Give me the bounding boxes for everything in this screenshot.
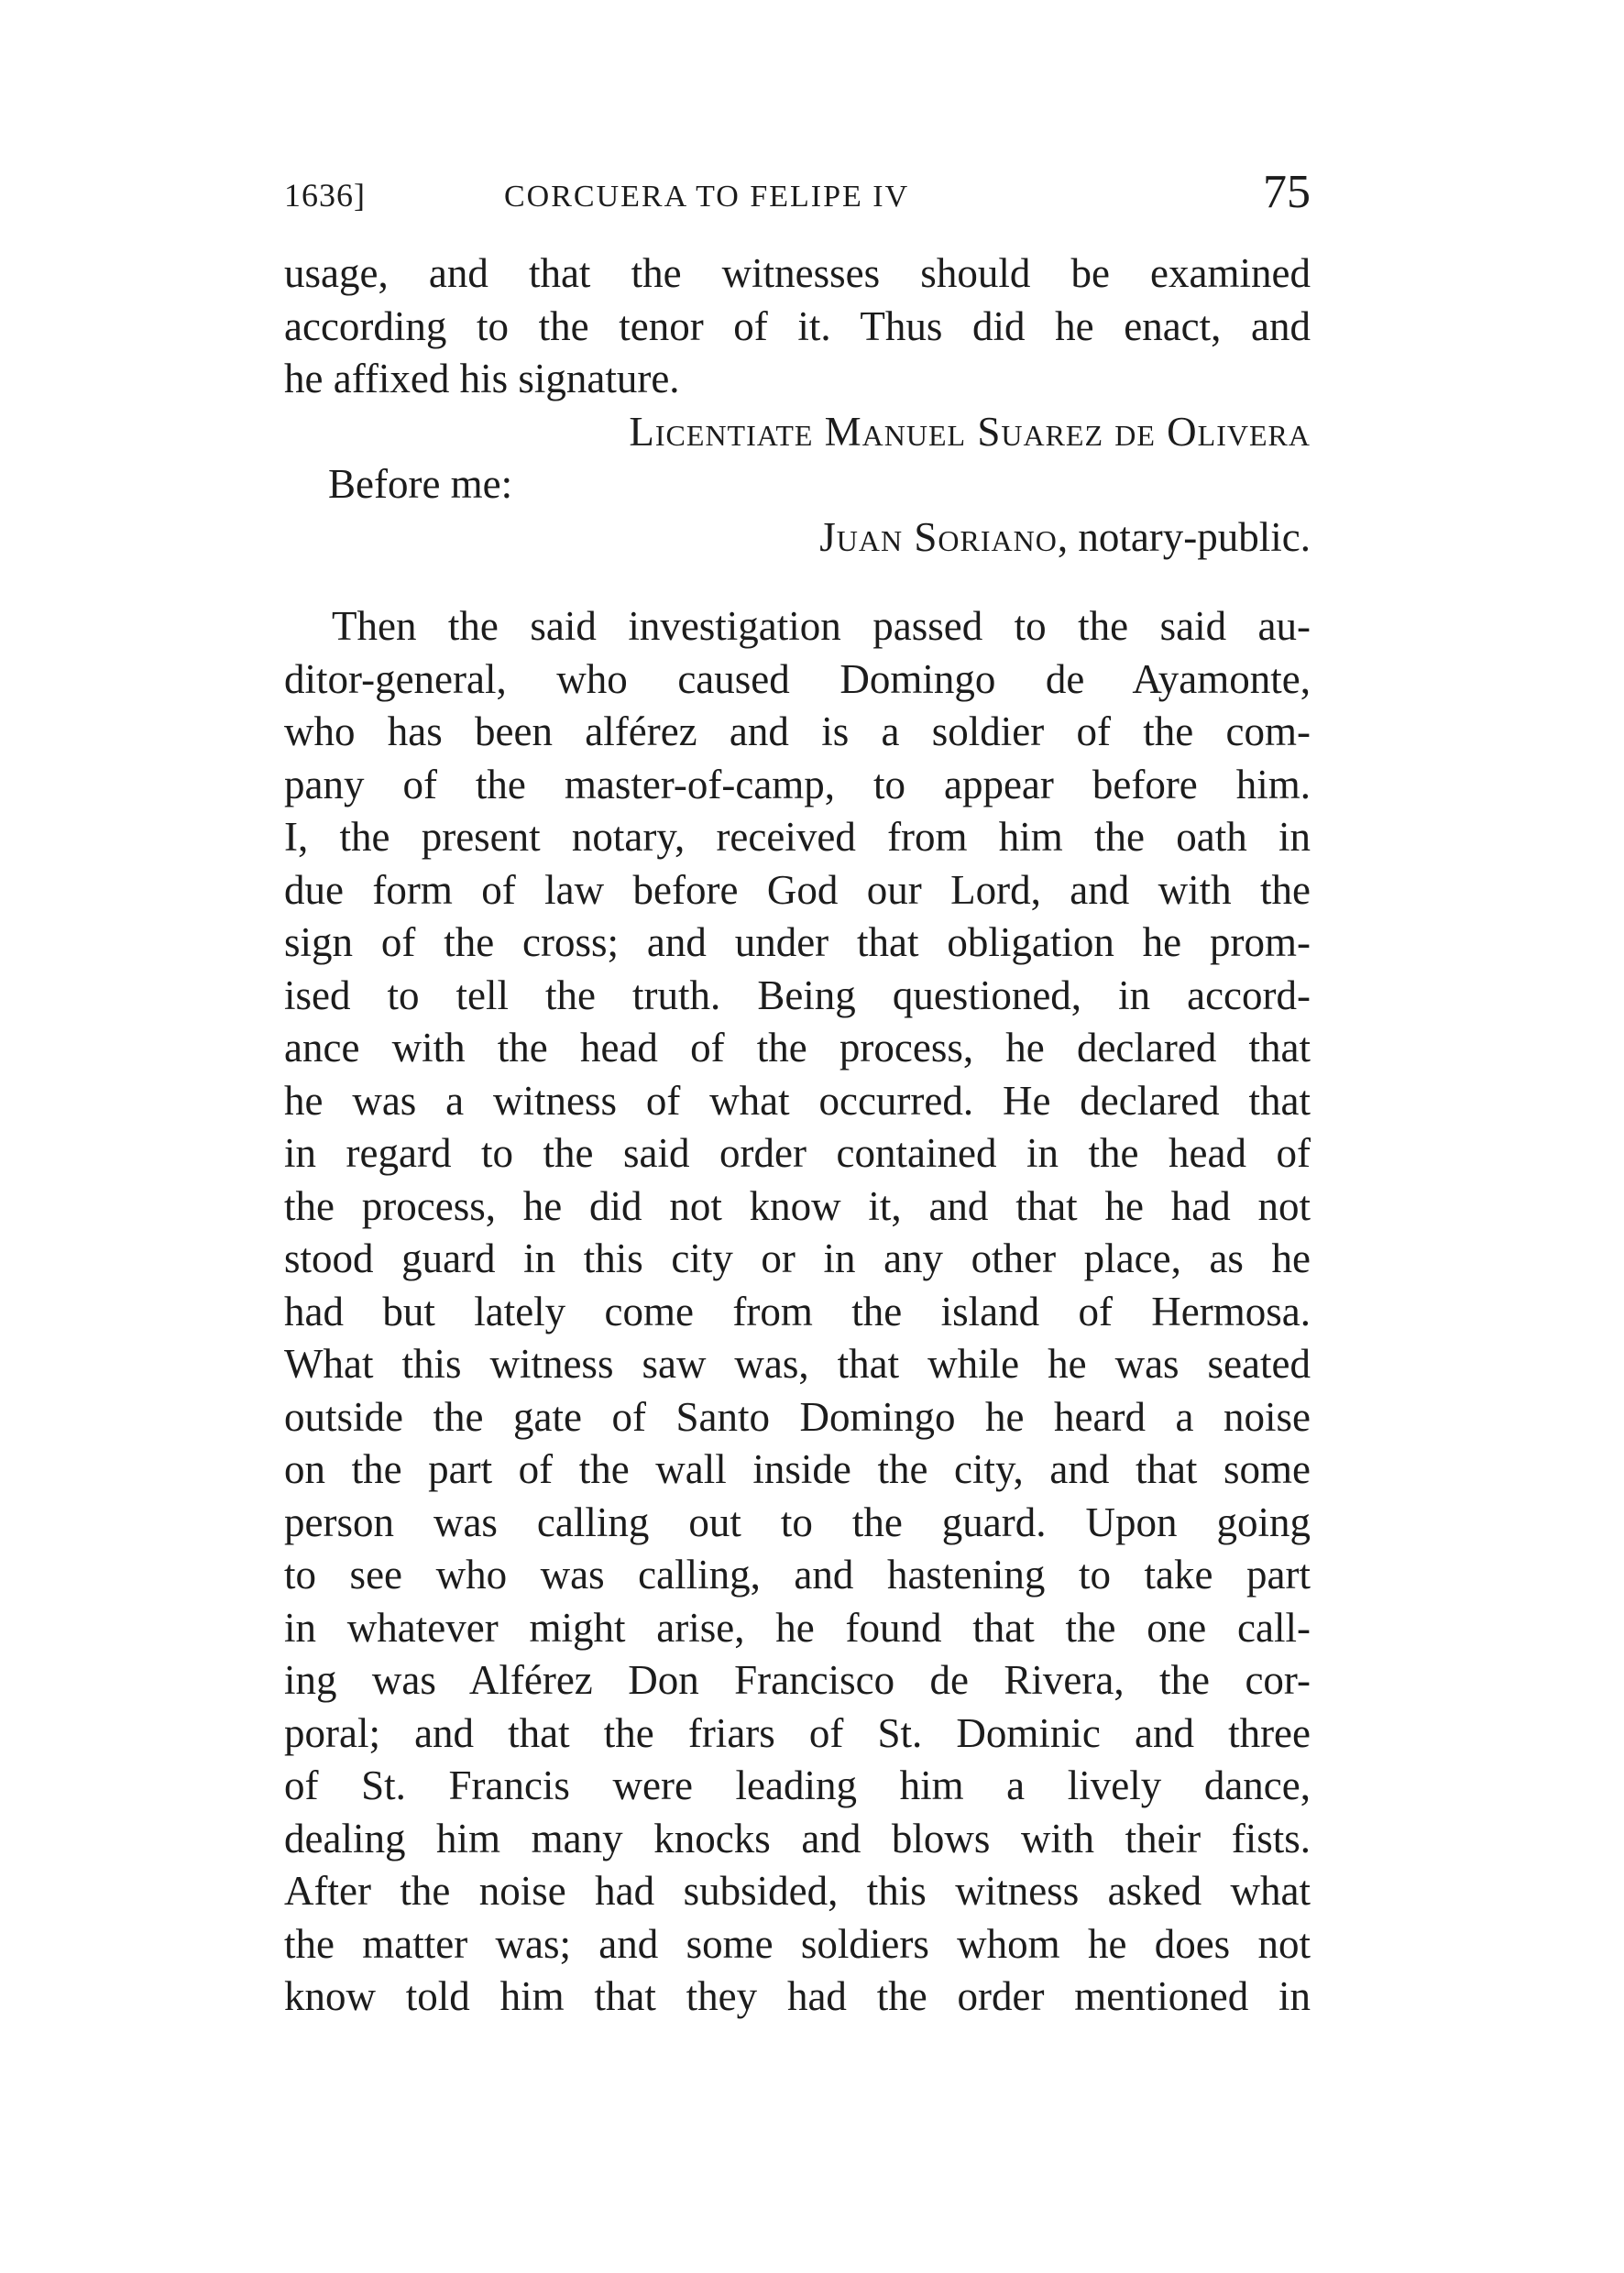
text-line: stood guard in this city or in any other place, as he [284,1235,1311,1281]
text-line: sign of the cross; and under that obligation he prom- [284,919,1311,965]
text-line: ing was Alférez Don Francisco de Rivera, the cor- [284,1657,1311,1703]
text-line: dealing him many knocks and blows with their fists. [284,1815,1311,1861]
text-line: on the part of the wall inside the city, and that some [284,1446,1311,1492]
text-line: the process, he did not know it, and that he had not [284,1182,1311,1229]
notary-signature [284,511,1311,565]
before-me-label: Before me: [328,461,513,507]
text-line: the matter was; and some soldiers whom he does not [284,1920,1311,1967]
header-title: CORCUERA TO FELIPE IV [504,180,910,214]
notary-title: , notary-public. [1057,513,1311,560]
running-header [284,165,1311,229]
text-line: Then the said investigation passed to the said au- [332,603,1311,649]
text-line: ised to tell the truth. Being questioned, in accord- [284,972,1311,1018]
paragraph-gap [284,564,1311,600]
text-line: in whatever might arise, he found that the one call- [284,1604,1311,1651]
body-text [284,247,1311,2024]
text-line: to see who was calling, and hastening to take part [284,1552,1311,1598]
header-year: 1636] [284,177,366,214]
text-line: know told him that they had the order mentioned in [284,1973,1311,2019]
text-line: in regard to the said order contained in the head of [284,1130,1311,1176]
text-line: person was calling out to the guard. Upon going [284,1499,1311,1545]
notary-name: Juan Soriano [819,513,1058,560]
text-line: I, the present notary, received from him the oath in [284,814,1311,860]
text-line: ditor-general, who caused Domingo de Ayamonte, [284,655,1311,702]
text-line: outside the gate of Santo Domingo he heard a noise [284,1393,1311,1440]
text-line: had but lately come from the island of Hermosa. [284,1288,1311,1334]
signatory-name: Licentiate Manuel Suarez de Olivera [629,408,1311,455]
text-line: who has been alférez and is a soldier of the com- [284,708,1311,754]
text-line: pany of the master-of-camp, to appear before him. [284,761,1311,807]
text-line: of St. Francis were leading him a lively dance, [284,1762,1311,1808]
text-line: according to the tenor of it. Thus did he enact, and [284,302,1311,349]
text-line: After the noise had subsided, this witness asked what [284,1868,1311,1914]
page-number: 75 [1263,166,1311,218]
text-line: usage, and that the witnesses should be examined [284,250,1311,296]
text-line: he was a witness of what occurred. He declared that [284,1077,1311,1124]
text-line: poral; and that the friars of St. Dominic and three [284,1709,1311,1756]
text-line: he affixed his signature. [284,356,680,401]
text-line: ance with the head of the process, he declared that [284,1025,1311,1071]
text-line: due form of law before God our Lord, and with the [284,866,1311,913]
text-line: What this witness saw was, that while he was seated [284,1341,1311,1387]
